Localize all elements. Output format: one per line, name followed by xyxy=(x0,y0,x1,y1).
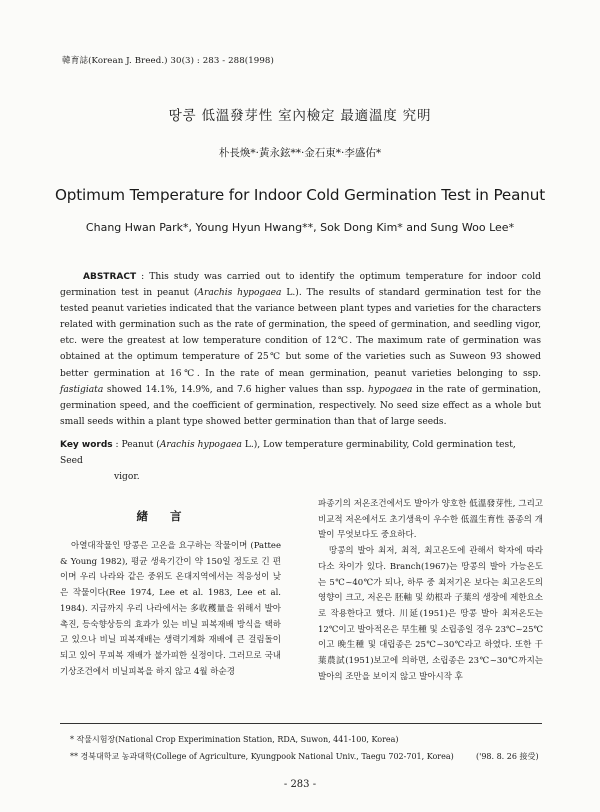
korean-title: 땅콩 低溫發芽性 室內檢定 最適溫度 究明 xyxy=(168,108,432,124)
subspecies-fastigiata: fastigiata xyxy=(60,384,104,395)
footnote-affiliation-2: ** 경북대학교 농과대학(College of Agriculture, Kyungpook National Univ., Taegu 702-701, Korea) xyxy=(70,752,454,761)
abstract-separator: : xyxy=(136,272,150,282)
keywords-separator: : xyxy=(112,440,122,450)
species-name: Arachis hypogaea xyxy=(197,288,282,299)
introduction-heading: 緖言 xyxy=(136,509,204,523)
subspecies-hypogaea: hypogaea xyxy=(368,384,413,395)
abstract-text-1: This study was carried out to identify the optimum temperature for indoor cold germination test in peanut ( xyxy=(60,272,541,299)
paragraph: 아열대작물인 땅콩은 고온을 요구하는 작물이며 (Pattee & Young 1982), 평균 생육기간이 약 150일 정도로 긴 편이며 우리 나라와 같은 중위도 온대지역에서는 적응성이 낮은 작물이다(Ree 1974, Lee et al. 1983, Lee et al. 1984). 지금까지 우리 나라에서는 多收穫量을 위해서 발아촉진, 등숙향상등의 효과가 있는 비닐 피복재배 방식을 택하고 있으나 비닐 피복재배는 생력기계화 재배에 큰 걸림돌이 되고 있어 무피복 재배가 불가피한 실정이다. 그러므로 국내 기상조건에서 비닐피복을 하지 않고 4월 하순경 xyxy=(60,541,281,677)
right-column xyxy=(318,497,543,685)
received-date: ('98. 8. 26 接受) xyxy=(476,752,539,761)
keywords-label: Key words xyxy=(60,440,113,450)
keywords-species: Arachis hypogaea xyxy=(159,440,242,450)
left-column xyxy=(60,539,281,680)
abstract xyxy=(60,269,541,430)
page-number: - 283 - xyxy=(283,779,317,790)
korean-authors: 朴長煥*·黃永鉉**·金石東*·李盛佑* xyxy=(218,147,382,159)
english-title: Optimum Temperature for Indoor Cold Germination Test in Peanut xyxy=(54,186,546,204)
paragraph: 땅콩의 발아 최저, 최적, 최고온도에 관해서 학자에 따라 다소 차이가 있다. Branch(1967)는 땅콩의 발아 가능온도는 5℃~40℃가 되나, 하루 중 최저기온 보다는 최고온도의 영향이 크고, 저온은 胚軸 및 幼根과 子葉의 생장에 제한요소로 작용한다고 했다. 川延(1951)은 땅콩 발아 최저온도는 12℃이고 발아적온은 早生種 및 소립종일 경우 23℃~25℃이고 晩生種 및 대립종은 25℃~30℃라고 하였다. 또한 千葉農試(1951)보고에 의하면, 소립종은 23℃~30℃까지는 발아의 조만을 보이지 않고 발아시작 후 xyxy=(318,546,543,682)
footnote-affiliation-1: * 작물시험장(National Crop Experimination Station, RDA, Suwon, 441-100, Korea) xyxy=(70,735,399,744)
abstract-text-3: showed 14.1%, 14.9%, and 7.6 higher values than ssp. xyxy=(103,384,369,395)
keywords xyxy=(60,437,541,485)
keywords-line xyxy=(60,437,541,469)
journal-citation: 韓育誌(Korean J. Breed.) 30(3) : 283 - 288(1998) xyxy=(62,56,274,66)
keywords-text-2: L.), Low temperature germinability, Cold germination test, Seed xyxy=(60,440,516,466)
keywords-text-1: Peanut ( xyxy=(121,440,160,450)
abstract-label: ABSTRACT xyxy=(83,272,137,282)
footnote-divider xyxy=(60,723,542,724)
abstract-text-2: L.). The results of standard germination test for the tested peanut varieties indicated that the variance between plant types and varieties for the characters related with germination such as the rate of germination, the speed of germination, and seedling vigor, etc. were the greatest at low temperature condition of 12℃. The maximum rate of germination was obtained at the optimum temperature of 25℃ but some of the varieties such as Suweon 93 showed better germination at 16℃. In the rate of mean germination, peanut varieties belonging to ssp. xyxy=(60,288,542,379)
abstract-text-4: in the rate of germination, germination speed, and the coefficient of germination, respectively. No seed size effect as a whole but small seeds within a plant type showed better germination than that of large seeds. xyxy=(60,384,541,427)
keywords-continuation: vigor. xyxy=(114,472,140,482)
english-authors: Chang Hwan Park*, Young Hyun Hwang**, Sok Dong Kim* and Sung Woo Lee* xyxy=(85,221,515,234)
paragraph: 파종기의 저온조건에서도 발아가 양호한 低溫發芽性, 그리고 비교적 저온에서도 초기생육이 우수한 低溫生育性 품종의 개발이 무엇보다도 중요하다. xyxy=(318,499,543,541)
